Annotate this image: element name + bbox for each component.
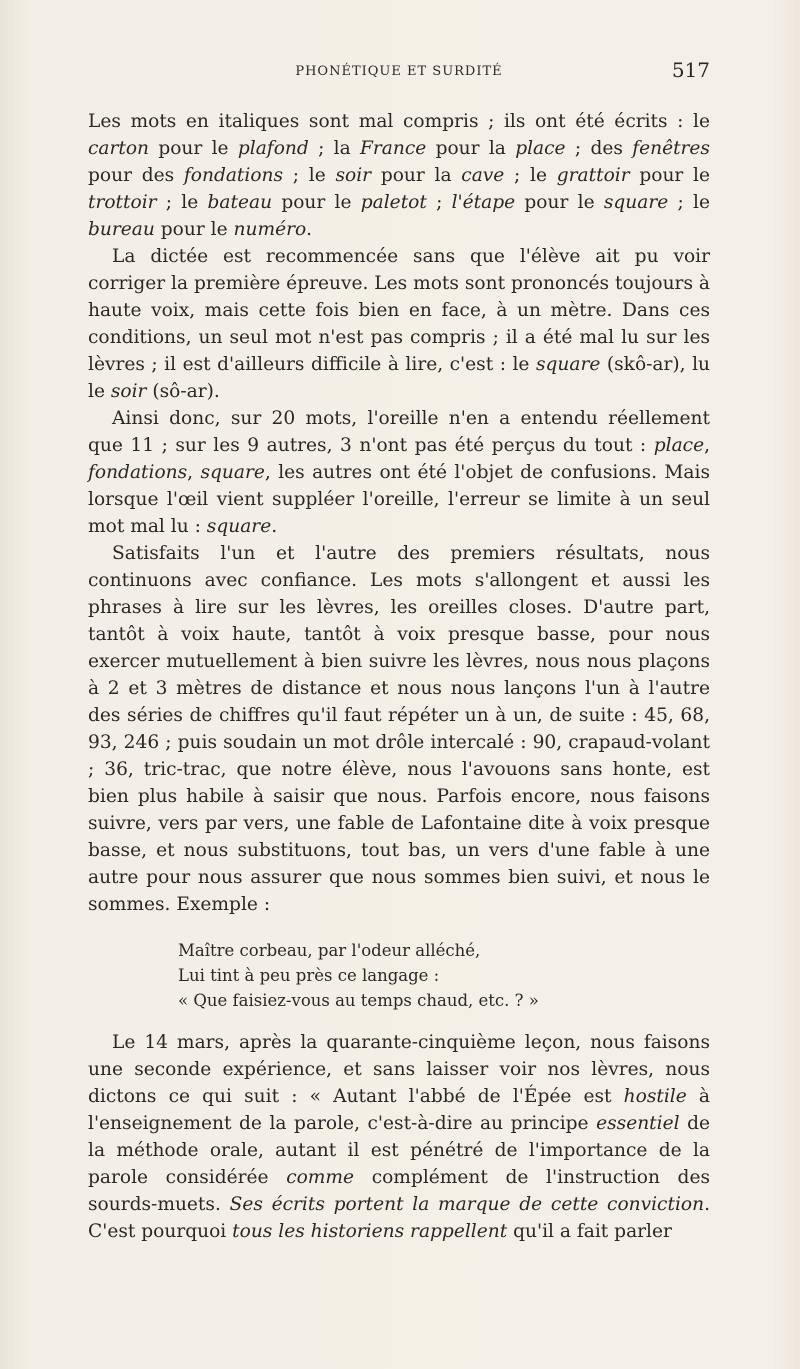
italic-term: plafond <box>237 138 309 159</box>
text-run: qu'il a fait parler <box>507 1221 672 1242</box>
italic-term: l'étape <box>451 192 516 213</box>
italic-term: cave <box>461 165 505 186</box>
italic-term: place <box>515 138 566 159</box>
text-run: complément de l'instruction des sourds-muets. <box>88 1167 711 1215</box>
verse-line: « Que faisiez-vous au temps chaud, etc. ? » <box>178 991 539 1010</box>
text-run: pour le <box>515 192 604 213</box>
text-run: pour la <box>371 165 462 186</box>
italic-term: France <box>360 138 427 159</box>
text-run: ; des <box>565 138 633 159</box>
text-run: Ainsi donc, sur 20 mots, l'oreille n'en a entendu réellement que 11 ; sur les 9 autres, 3 n'ont pas été perçus du tout : <box>88 408 710 456</box>
italic-term: tous les historiens rappellent <box>232 1221 508 1242</box>
text-run: pour le <box>629 165 710 186</box>
text-run: à l'enseignement de la parole, c'est-à-dire au principe <box>88 1086 710 1134</box>
italic-term: square <box>535 354 601 375</box>
text-run: (sô-ar). <box>146 381 220 402</box>
text-run: , <box>187 462 201 483</box>
text-run: ; le <box>504 165 557 186</box>
paragraph <box>88 540 710 918</box>
running-head: PHONÉTIQUE ET SURDITÉ <box>295 64 503 79</box>
italic-term: soir <box>335 165 372 186</box>
italic-term: bureau <box>88 219 155 240</box>
text-run: (skô-ar), lu le <box>88 354 710 402</box>
text-run: ; la <box>308 138 360 159</box>
text-run: pour des <box>88 165 184 186</box>
text-run: pour le <box>149 138 238 159</box>
italic-term: soir <box>110 381 147 402</box>
text-run: de la méthode orale, autant il est pénétré de l'importance de la parole considérée <box>88 1113 710 1188</box>
text-run: , les autres ont été l'objet de confusions. Mais lorsque l'œil vient suppléer l'oreille, l'erreur se limite à un seul mot mal lu : <box>88 462 710 537</box>
text-run: La dictée est recommencée sans que l'élève ait pu voir corriger la première épreuve. Les mots sont prononcés toujours à haute voix, mais cette fois bien en face, à un mètre. Dans ces conditions, un seul mot n'est pas compris ; il a été mal lu sur les lèvres ; il est d'ailleurs difficile à lire, c'est : le <box>88 246 710 375</box>
italic-term: square <box>603 192 669 213</box>
text-run: pour le <box>154 219 234 240</box>
italic-term: numéro <box>233 219 307 240</box>
italic-term: square <box>206 516 272 537</box>
text-run: . <box>306 219 313 240</box>
italic-term: paletot <box>360 192 427 213</box>
page-number: 517 <box>671 58 710 82</box>
text-run: pour le <box>272 192 361 213</box>
italic-term: fondations <box>88 462 188 483</box>
verse-line: Maître corbeau, par l'odeur alléché, <box>178 941 481 960</box>
italic-term: trottoir <box>88 192 157 213</box>
italic-term: bateau <box>207 192 273 213</box>
text-run: , <box>704 435 710 456</box>
italic-term: fenêtres <box>632 138 710 159</box>
text-run: Les mots en italiques sont mal compris ; ils ont été écrits : le <box>88 111 710 132</box>
text-run: Satisfaits l'un et l'autre des premiers résultats, nous continuons avec confiance. Les mots s'allongent et aussi les phrases à lire sur les lèvres, les oreilles closes. D'autre part, tantôt à voix haute, tantôt à voix presque basse, pour nous exercer mutuellement à bien suivre les lèvres, nous nous plaçons à 2 et 3 mètres de distance et nous nous lançons l'un à l'autre des séries de chiffres qu'il faut répéter un à un, de suite : 45, 68, 93, 246 ; puis soudain un mot drôle intercalé : 90, crapaud-volant ; 36, tric-trac, que notre élève, nous l'avouons sans honte, est bien plus habile à saisir que nous. Parfois encore, nous faisons suivre, vers par vers, une fable de Lafontaine dite à voix presque basse, et nous substituons, tout bas, un vers d'une fable à une autre pour nous assurer que nous sommes bien suivi, et nous le sommes. Exemple : <box>88 543 710 915</box>
paragraph <box>88 243 710 405</box>
closing-paragraph <box>88 1029 710 1245</box>
text-run: pour la <box>426 138 516 159</box>
verse-quote <box>178 938 710 1013</box>
text-run: ; <box>426 192 452 213</box>
paragraph-list <box>88 108 710 918</box>
paragraph <box>88 108 710 243</box>
page-header <box>88 58 710 88</box>
italic-term: square <box>200 462 265 483</box>
text-run: . <box>271 516 278 537</box>
body-text <box>88 108 710 1245</box>
italic-term: place <box>653 435 705 456</box>
italic-term: essentiel <box>596 1113 680 1134</box>
text-run: ; le <box>156 192 208 213</box>
italic-term: carton <box>88 138 150 159</box>
italic-term: comme <box>286 1167 355 1188</box>
italic-term: grattoir <box>556 165 630 186</box>
text-run: Le 14 mars, après la quarante-cinquième leçon, nous faisons une seconde expérience, et sans laisser voir nos lèvres, nous dictons ce qui suit : « Autant l'abbé de l'Épée est <box>88 1032 710 1107</box>
italic-term: fondations <box>183 165 284 186</box>
text-run: . C'est pourquoi <box>88 1194 710 1242</box>
paragraph <box>88 405 710 540</box>
italic-term: hostile <box>623 1086 687 1107</box>
text-run: ; le <box>668 192 710 213</box>
text-run: ; le <box>283 165 336 186</box>
italic-term: Ses écrits portent la marque de cette conviction <box>229 1194 705 1215</box>
verse-line: Lui tint à peu près ce langage : <box>178 966 440 985</box>
